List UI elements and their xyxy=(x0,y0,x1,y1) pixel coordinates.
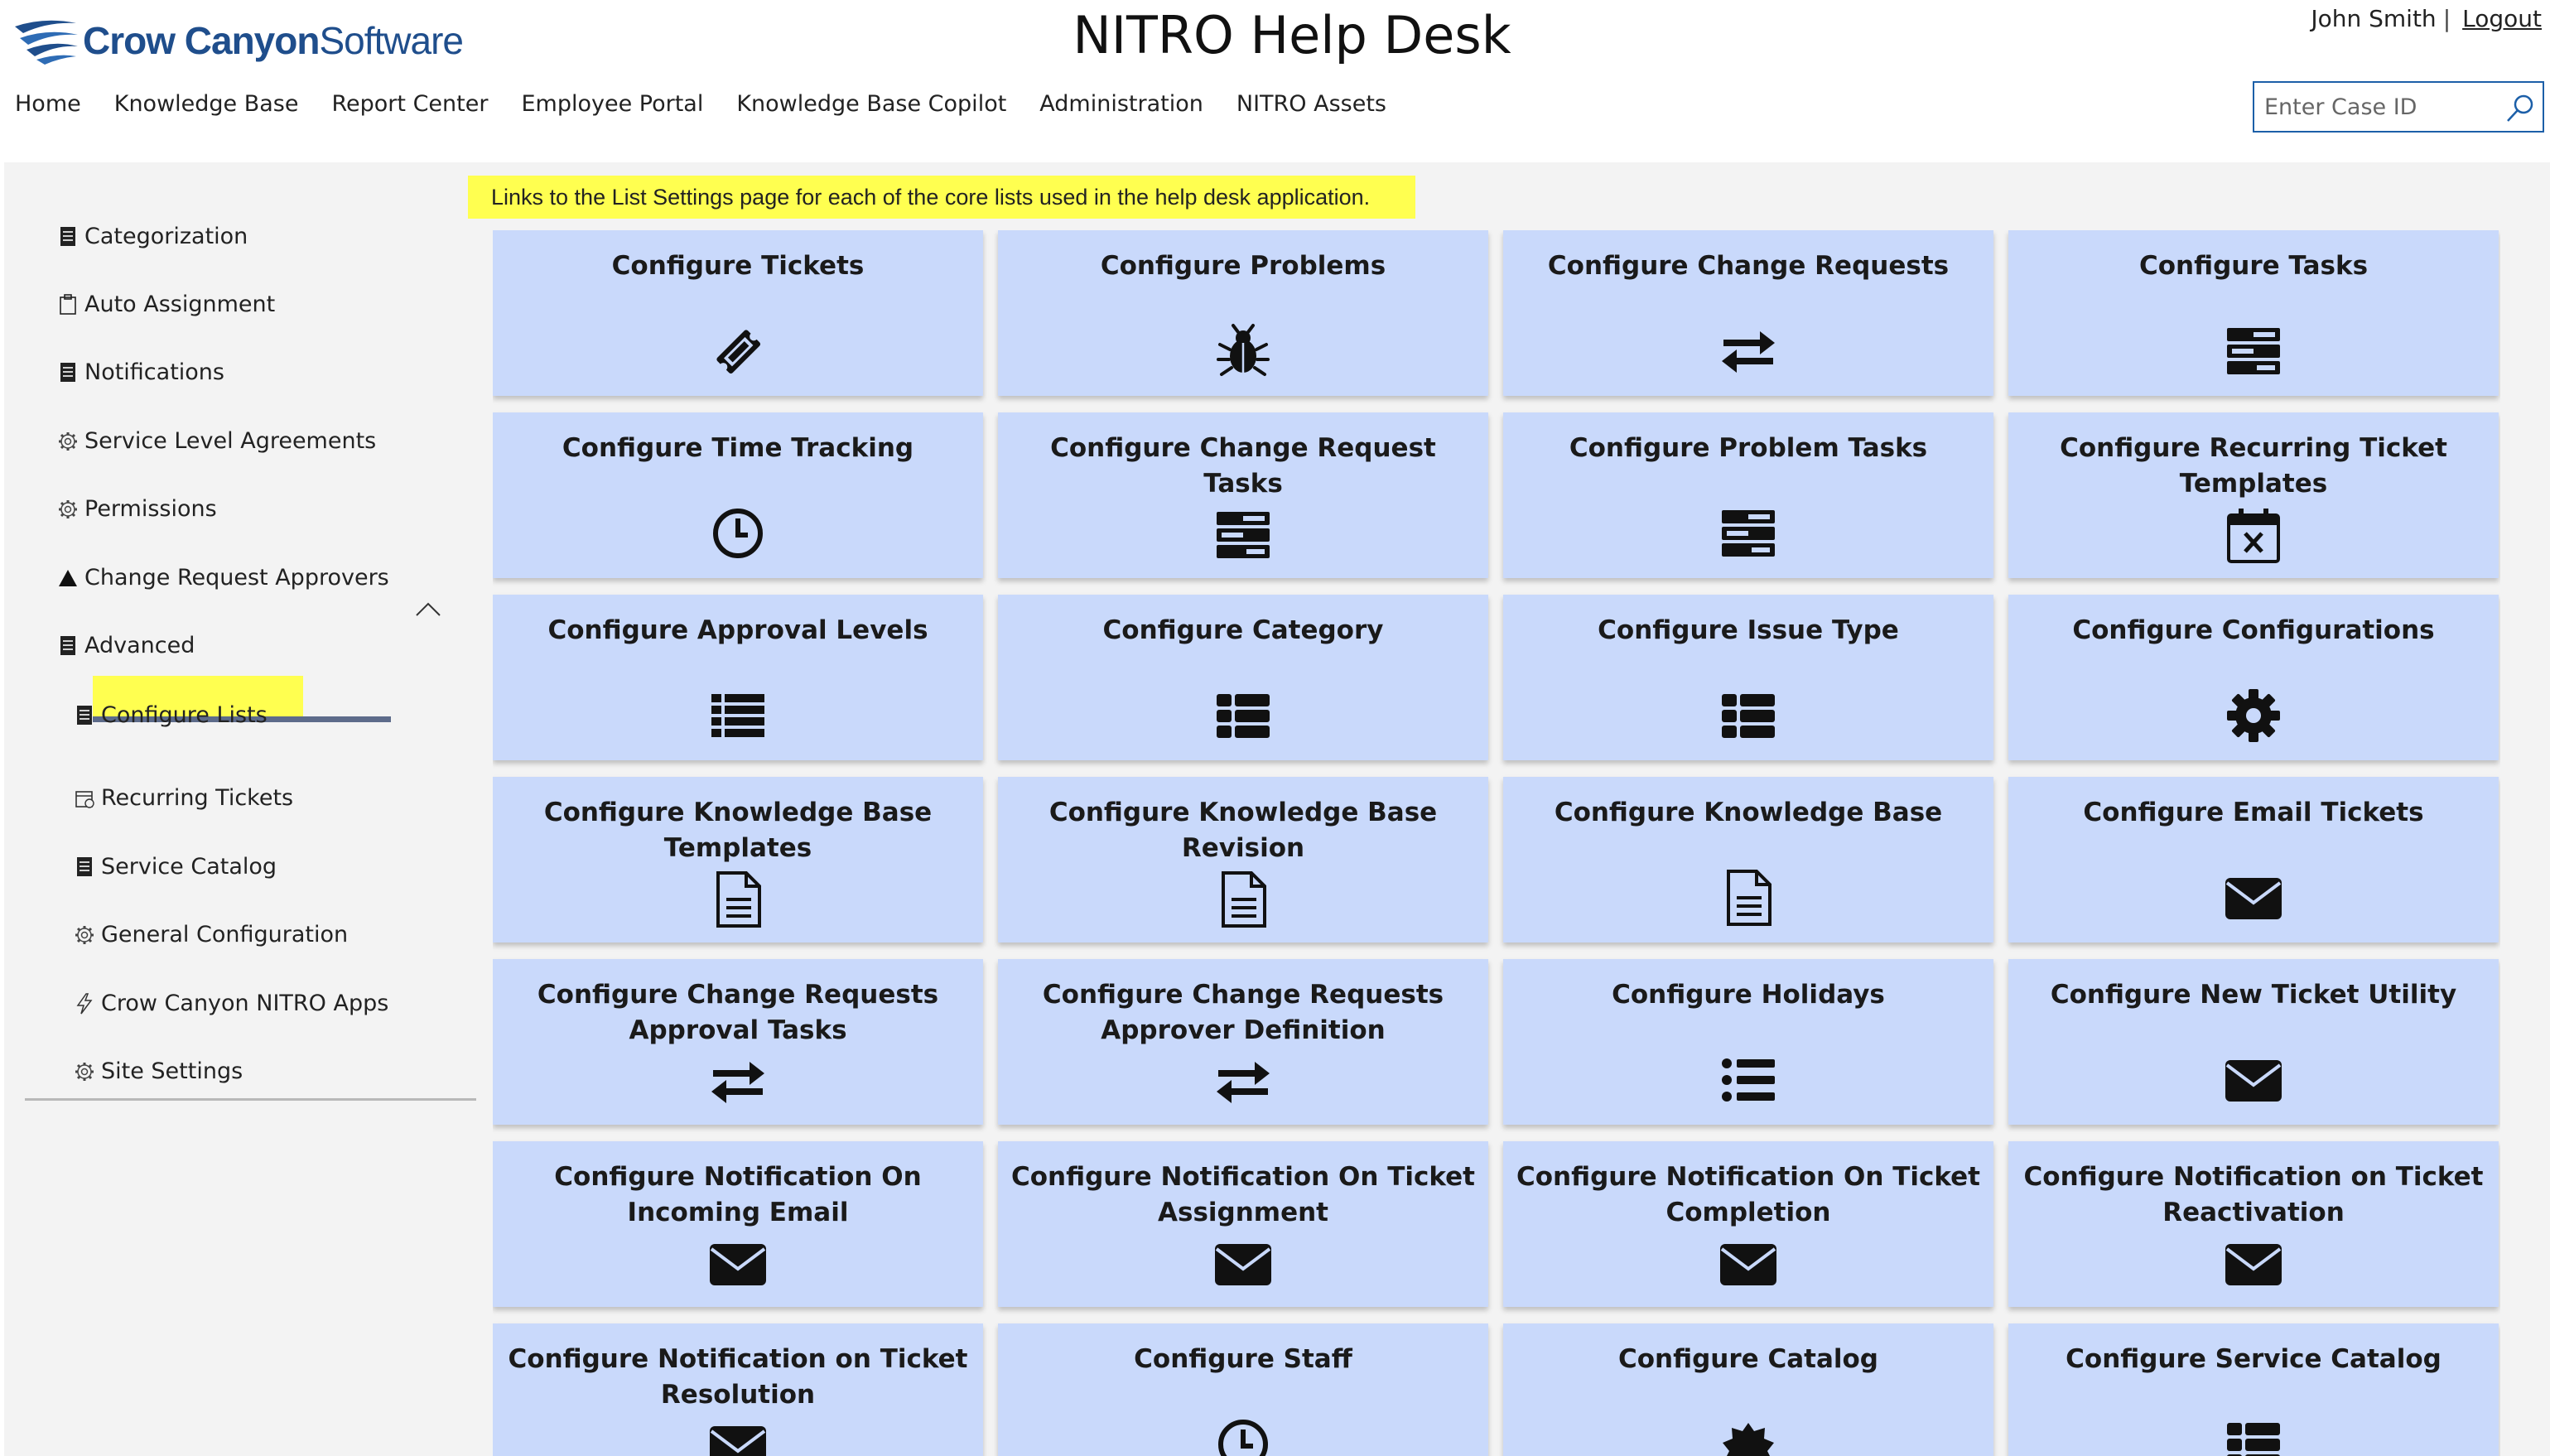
sidebar-item-label: Site Settings xyxy=(101,1058,243,1084)
nav-item-nitro-assets[interactable]: NITRO Assets xyxy=(1236,91,1386,117)
tile-label: Configure Notification On Incoming Email xyxy=(554,1162,922,1227)
sidebar-item-service-catalog[interactable] xyxy=(75,854,277,880)
nav-item-report-center[interactable]: Report Center xyxy=(331,91,489,117)
sidebar-item-change-request-approvers[interactable] xyxy=(58,565,389,591)
tile-label: Configure Tickets xyxy=(611,251,865,281)
logo-text-bold: Crow Canyon xyxy=(83,19,320,62)
logout-link[interactable]: Logout xyxy=(2462,5,2542,32)
sidebar-item-notifications[interactable] xyxy=(58,359,224,385)
document-icon xyxy=(1718,868,1778,928)
envelope-icon xyxy=(2224,1234,2283,1294)
tile-label: Configure Change Requests Approver Definition xyxy=(1042,980,1444,1045)
tile-label: Configure Tasks xyxy=(2138,251,2369,281)
calendar-x-icon xyxy=(2224,505,2283,565)
sidebar-item-service-level-agreements[interactable] xyxy=(58,428,376,454)
sidebar-item-label: Service Level Agreements xyxy=(84,428,377,454)
top-nav xyxy=(15,91,1386,117)
tile-configure-approval-levels[interactable] xyxy=(493,595,983,760)
gear-outline-icon xyxy=(58,431,78,452)
tile-configure-holidays[interactable] xyxy=(1503,959,1993,1125)
list-doc-icon xyxy=(58,362,78,383)
tile-label: Configure Approval Levels xyxy=(547,615,928,645)
certificate-icon xyxy=(1718,1415,1778,1456)
sidebar-item-auto-assignment[interactable] xyxy=(58,292,275,317)
tile-label: Configure Service Catalog xyxy=(2066,1344,2442,1374)
envelope-icon xyxy=(1213,1234,1273,1294)
sidebar-item-label: Recurring Tickets xyxy=(101,785,294,811)
list-doc-icon xyxy=(75,856,94,878)
sidebar-item-general-configuration[interactable] xyxy=(75,922,348,947)
crow-canyon-logo[interactable] xyxy=(12,12,463,70)
tile-label: Configure Staff xyxy=(1134,1344,1352,1374)
tile-label: Configure Change Requests xyxy=(1547,251,1950,281)
sidebar-item-label: Permissions xyxy=(84,496,217,522)
logo-text-light: Software xyxy=(319,19,463,62)
main-area xyxy=(4,162,2550,1456)
tile-configure-new-ticket-utility[interactable] xyxy=(2008,959,2499,1125)
tile-configure-change-request-tasks[interactable] xyxy=(998,412,1488,578)
tile-configure-configurations[interactable] xyxy=(2008,595,2499,760)
tile-label: Configure Change Request Tasks xyxy=(1050,433,1436,499)
tile-label: Configure Email Tickets xyxy=(2083,798,2424,827)
list-doc-icon xyxy=(75,705,94,726)
tile-configure-change-requests[interactable] xyxy=(1503,230,1993,396)
tile-configure-notification-on-incoming-email[interactable] xyxy=(493,1141,983,1307)
tile-label: Configure New Ticket Utility xyxy=(2050,980,2457,1010)
exchange-icon xyxy=(1213,1052,1273,1111)
nav-item-knowledge-base-copilot[interactable]: Knowledge Base Copilot xyxy=(736,91,1007,117)
tile-label: Configure Holidays xyxy=(1612,980,1885,1010)
envelope-icon xyxy=(708,1234,768,1294)
tile-label: Configure Problem Tasks xyxy=(1569,433,1928,463)
envelope-icon xyxy=(1718,1234,1778,1294)
sidebar-item-label: Advanced xyxy=(84,633,195,658)
clipboard-icon xyxy=(58,294,78,316)
sidebar-item-permissions[interactable] xyxy=(58,496,217,522)
tile-configure-notification-on-ticket-reactivation[interactable] xyxy=(2008,1141,2499,1307)
list-icon xyxy=(708,686,768,745)
tile-label: Configure Knowledge Base Revision xyxy=(1048,798,1438,863)
sidebar xyxy=(25,162,476,1098)
thlist-icon xyxy=(2224,1415,2283,1456)
sidebar-item-crow-canyon-nitro-apps[interactable] xyxy=(75,991,388,1016)
envelope-icon xyxy=(2224,868,2283,928)
tile-label: Configure Change Requests Approval Tasks xyxy=(537,980,939,1045)
tile-configure-knowledge-base[interactable] xyxy=(1503,777,1993,943)
app-header xyxy=(0,0,2550,162)
tile-configure-time-tracking[interactable] xyxy=(493,412,983,578)
tasks-icon xyxy=(1718,504,1778,563)
user-area xyxy=(2311,5,2542,32)
document-icon xyxy=(708,870,768,929)
tile-label: Configure Notification on Ticket Resolution xyxy=(508,1344,968,1410)
list-doc-icon xyxy=(58,226,78,248)
tile-configure-knowledge-base-templates[interactable] xyxy=(493,777,983,943)
thlist-icon xyxy=(1718,686,1778,745)
tile-configure-change-requests-approver-definition[interactable] xyxy=(998,959,1488,1125)
case-id-input[interactable] xyxy=(2263,94,2506,121)
nav-item-knowledge-base[interactable]: Knowledge Base xyxy=(113,91,299,117)
sidebar-item-label: Configure Lists xyxy=(101,702,268,728)
nav-item-administration[interactable]: Administration xyxy=(1039,91,1203,117)
sidebar-item-categorization[interactable] xyxy=(58,224,248,249)
sidebar-item-recurring-tickets[interactable] xyxy=(75,785,293,811)
tile-label: Configure Notification On Ticket Assignment xyxy=(1010,1162,1475,1227)
tile-configure-issue-type[interactable] xyxy=(1503,595,1993,760)
tile-label: Configure Category xyxy=(1102,615,1384,645)
tile-label: Configure Issue Type xyxy=(1598,615,1899,645)
bullet-list-icon xyxy=(1718,1050,1778,1110)
tile-label: Configure Problems xyxy=(1100,251,1386,281)
tile-configure-tasks[interactable] xyxy=(2008,230,2499,396)
chevron-up-icon[interactable] xyxy=(414,600,442,618)
sidebar-item-label: Notifications xyxy=(84,359,224,385)
tile-configure-service-catalog[interactable] xyxy=(2008,1323,2499,1456)
tile-configure-notification-on-ticket-assignment[interactable] xyxy=(998,1141,1488,1307)
sidebar-item-label: General Configuration xyxy=(101,922,349,947)
nav-item-home[interactable]: Home xyxy=(15,91,81,117)
sidebar-item-label: Categorization xyxy=(84,224,248,249)
ticket-icon xyxy=(708,321,768,381)
tile-label: Configure Time Tracking xyxy=(562,433,914,463)
tile-configure-knowledge-base-revision[interactable] xyxy=(998,777,1488,943)
sidebar-item-advanced[interactable] xyxy=(58,633,195,658)
lightning-icon xyxy=(75,993,94,1015)
sidebar-item-site-settings[interactable] xyxy=(75,1058,243,1084)
tile-label: Configure Knowledge Base xyxy=(1554,798,1943,827)
tile-label: Configure Recurring Ticket Templates xyxy=(2060,433,2447,499)
tile-label: Configure Knowledge Base Templates xyxy=(543,798,933,863)
clock-icon xyxy=(1213,1415,1273,1456)
app-title: NITRO Help Desk xyxy=(1073,5,1511,65)
sidebar-item-label: Crow Canyon NITRO Apps xyxy=(101,991,389,1016)
exchange-icon xyxy=(1718,321,1778,381)
tile-configure-change-requests-approval-tasks[interactable] xyxy=(493,959,983,1125)
sidebar-divider xyxy=(25,1098,476,1101)
thlist-icon xyxy=(1213,686,1273,745)
tile-configure-staff[interactable] xyxy=(998,1323,1488,1456)
tile-configure-notification-on-ticket-resolution[interactable] xyxy=(493,1323,983,1456)
bug-icon xyxy=(1213,321,1273,381)
tile-configure-notification-on-ticket-completion[interactable] xyxy=(1503,1141,1993,1307)
case-search-box xyxy=(2253,81,2544,133)
tasks-icon xyxy=(1213,505,1273,565)
sidebar-item-label: Service Catalog xyxy=(101,854,277,880)
tile-label: Configure Catalog xyxy=(1618,1344,1878,1374)
envelope-icon xyxy=(2224,1050,2283,1110)
sidebar-item-label: Auto Assignment xyxy=(84,292,276,317)
crow-logo-icon xyxy=(12,15,80,66)
gear-icon xyxy=(2224,686,2283,745)
list-doc-icon xyxy=(58,635,78,657)
tile-configure-catalog[interactable] xyxy=(1503,1323,1993,1456)
triangle-icon xyxy=(58,567,78,589)
tile-configure-category[interactable] xyxy=(998,595,1488,760)
calendar-icon xyxy=(75,788,94,809)
exchange-icon xyxy=(708,1052,768,1111)
tile-label: Configure Notification on Ticket Reactivation xyxy=(2023,1162,2484,1227)
info-banner: Links to the List Settings page for each of the core lists used in the help desk application. xyxy=(468,176,1415,219)
tile-configure-email-tickets[interactable] xyxy=(2008,777,2499,943)
sidebar-item-label: Change Request Approvers xyxy=(84,565,389,591)
user-name[interactable]: John Smith xyxy=(2311,5,2437,32)
sidebar-item-configure-lists[interactable] xyxy=(75,702,268,728)
tile-grid xyxy=(493,230,2500,1456)
envelope-icon xyxy=(708,1416,768,1456)
tile-label: Configure Configurations xyxy=(2072,615,2435,645)
tile-configure-problem-tasks[interactable] xyxy=(1503,412,1993,578)
tile-configure-tickets[interactable] xyxy=(493,230,983,396)
tile-label: Configure Notification On Ticket Completion xyxy=(1516,1162,1980,1227)
nav-item-employee-portal[interactable]: Employee Portal xyxy=(521,91,704,117)
tile-configure-problems[interactable] xyxy=(998,230,1488,396)
gear-outline-icon xyxy=(58,499,78,520)
gear-outline-icon xyxy=(75,1061,94,1082)
search-icon[interactable] xyxy=(2504,93,2536,124)
user-separator: | xyxy=(2442,5,2451,32)
clock-icon xyxy=(708,504,768,563)
tile-configure-recurring-ticket-templates[interactable] xyxy=(2008,412,2499,578)
tasks-icon xyxy=(2224,321,2283,381)
gear-outline-icon xyxy=(75,924,94,946)
document-icon xyxy=(1213,870,1273,929)
